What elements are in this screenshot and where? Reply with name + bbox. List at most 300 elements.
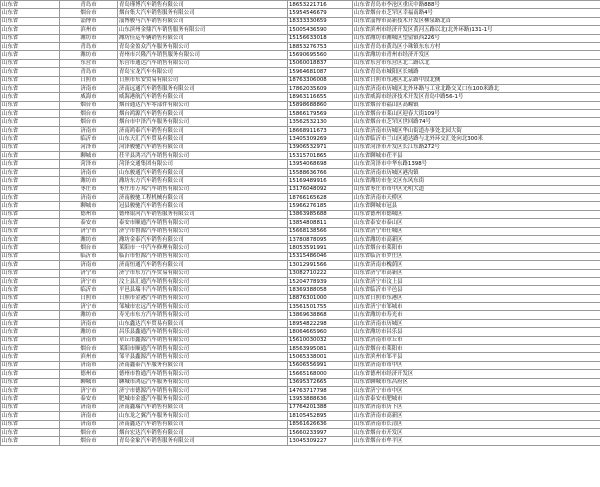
address-cell[interactable]: 山东省济南市历下区	[353, 403, 600, 411]
address-cell[interactable]: 山东省济宁市高新区	[353, 269, 600, 277]
company-name-cell[interactable]: 青岛宝龙汽车有限公司	[118, 68, 288, 76]
address-cell[interactable]: 山东省烟台市开发区	[353, 428, 600, 436]
province-cell[interactable]: 山东省	[1, 34, 60, 42]
company-name-cell[interactable]: 烟台市中泽汽车服务有限公司	[118, 118, 288, 126]
table-row[interactable]	[1, 101, 600, 109]
address-cell[interactable]: 山东省潍坊市青州市经济开发区	[353, 51, 600, 59]
address-cell[interactable]: 山东省滨州市邹平县	[353, 353, 600, 361]
city-cell[interactable]: 济南市	[60, 403, 118, 411]
address-cell[interactable]: 山东省济南市市中区	[353, 361, 600, 369]
province-cell[interactable]: 山东省	[1, 26, 60, 34]
company-name-cell[interactable]: 寿光市东方汽车销售有限公司	[118, 311, 288, 319]
company-name-cell[interactable]: 济南恒通汽车销售有限公司	[118, 261, 288, 269]
company-name-cell[interactable]: 临沂市恒源汽车销售有限公司	[118, 252, 288, 260]
city-cell[interactable]: 潍坊市	[60, 235, 118, 243]
city-cell[interactable]: 临沂市	[60, 286, 118, 294]
province-cell[interactable]: 山东省	[1, 336, 60, 344]
city-cell[interactable]: 东营市	[60, 59, 118, 67]
city-cell[interactable]: 滨州市	[60, 26, 118, 34]
company-name-cell[interactable]: 汶上县汇通汽车销售有限公司	[118, 277, 288, 285]
province-cell[interactable]: 山东省	[1, 193, 60, 201]
province-cell[interactable]: 山东省	[1, 219, 60, 227]
province-cell[interactable]: 山东省	[1, 269, 60, 277]
address-cell[interactable]: 山东省德州市经济开发区	[353, 370, 600, 378]
city-cell[interactable]: 济南市	[60, 319, 118, 327]
phone-number-cell[interactable]: 13854808811	[288, 219, 353, 227]
table-row[interactable]	[1, 311, 600, 319]
phone-number-cell[interactable]: 13562532130	[288, 118, 353, 126]
city-cell[interactable]: 滨州市	[60, 353, 118, 361]
city-cell[interactable]: 菏泽市	[60, 143, 118, 151]
phone-number-cell[interactable]: 18563995081	[288, 345, 353, 353]
city-cell[interactable]: 枣庄市	[60, 185, 118, 193]
city-cell[interactable]: 淄博市	[60, 17, 118, 25]
table-row[interactable]	[1, 395, 600, 403]
city-cell[interactable]: 烟台市	[60, 110, 118, 118]
company-name-cell[interactable]: 青岛瑾博汽车销售有限公司	[118, 1, 288, 9]
company-name-cell[interactable]: 山东天汇汽车贸易有限公司	[118, 135, 288, 143]
phone-number-cell[interactable]: 18064665960	[288, 328, 353, 336]
city-cell[interactable]: 潍坊市	[60, 51, 118, 59]
company-name-cell[interactable]: 邹城市宏远汽车销售有限公司	[118, 303, 288, 311]
company-name-cell[interactable]: 潍坊东方汽车销售有限公司	[118, 177, 288, 185]
table-row[interactable]	[1, 386, 600, 394]
phone-number-cell[interactable]: 13780878095	[288, 235, 353, 243]
table-row[interactable]	[1, 168, 600, 176]
table-row[interactable]	[1, 17, 600, 25]
table-row[interactable]	[1, 202, 600, 210]
city-cell[interactable]: 青岛市	[60, 1, 118, 9]
province-cell[interactable]: 山东省	[1, 84, 60, 92]
table-row[interactable]	[1, 143, 600, 151]
phone-number-cell[interactable]: 18561626636	[288, 420, 353, 428]
province-cell[interactable]: 山东省	[1, 303, 60, 311]
phone-number-cell[interactable]: 15954546679	[288, 9, 353, 17]
address-cell[interactable]: 山东省聊城市茌平县	[353, 152, 600, 160]
city-cell[interactable]: 青岛市	[60, 68, 118, 76]
address-cell[interactable]: 山东省泰安市肥城市	[353, 395, 600, 403]
city-cell[interactable]: 日照市	[60, 294, 118, 302]
city-cell[interactable]: 济南市	[60, 361, 118, 369]
table-row[interactable]	[1, 84, 600, 92]
table-row[interactable]	[1, 110, 600, 118]
company-name-cell[interactable]: 济宁市东方汽车贸易有限公司	[118, 269, 288, 277]
table-row[interactable]	[1, 42, 600, 50]
province-cell[interactable]: 山东省	[1, 277, 60, 285]
table-row[interactable]	[1, 9, 600, 17]
address-cell[interactable]: 山东省临沂市罗庄区	[353, 252, 600, 260]
province-cell[interactable]: 山东省	[1, 412, 60, 420]
company-name-cell[interactable]: 章丘市鑫源汽车销售有限公司	[118, 336, 288, 344]
company-name-cell[interactable]: 济南鑫达汽车销售有限公司	[118, 420, 288, 428]
city-cell[interactable]: 临沂市	[60, 135, 118, 143]
table-row[interactable]	[1, 193, 600, 201]
company-name-cell[interactable]: 昌乐县鑫通汽车销售有限公司	[118, 328, 288, 336]
city-cell[interactable]: 济南市	[60, 126, 118, 134]
company-name-cell[interactable]: 平邑县瑞丰汽车销售有限公司	[118, 286, 288, 294]
phone-number-cell[interactable]: 13176048092	[288, 185, 353, 193]
address-cell[interactable]: 山东省济南市历城区	[353, 319, 600, 327]
table-row[interactable]	[1, 135, 600, 143]
address-cell[interactable]: 山东省菏泽市中华东路1398号	[353, 160, 600, 168]
city-cell[interactable]: 德州市	[60, 210, 118, 218]
address-cell[interactable]: 山东省济南市天桥区	[353, 193, 600, 201]
table-row[interactable]	[1, 252, 600, 260]
city-cell[interactable]: 泰安市	[60, 219, 118, 227]
phone-number-cell[interactable]: 13405309269	[288, 135, 353, 143]
phone-number-cell[interactable]: 15665168000	[288, 370, 353, 378]
table-row[interactable]	[1, 303, 600, 311]
address-cell[interactable]: 山东省济南市历城区港沟镇	[353, 168, 600, 176]
address-cell[interactable]: 山东省烟台市莱山区迎春大街109号	[353, 110, 600, 118]
city-cell[interactable]: 济南市	[60, 412, 118, 420]
province-cell[interactable]: 山东省	[1, 319, 60, 327]
phone-number-cell[interactable]: 13863985688	[288, 210, 353, 218]
table-row[interactable]	[1, 1, 600, 9]
address-cell[interactable]: 山东省济南市历城区北外环路与工业北路交叉口东100米路北	[353, 84, 600, 92]
address-cell[interactable]: 山东省德州市德城区	[353, 210, 600, 218]
province-cell[interactable]: 山东省	[1, 152, 60, 160]
phone-number-cell[interactable]: 15660233997	[288, 428, 353, 436]
address-cell[interactable]: 山东省潍坊市高新区	[353, 235, 600, 243]
address-cell[interactable]: 山东省潍坊市奎文区东风东街	[353, 177, 600, 185]
phone-number-cell[interactable]: 18876301000	[288, 294, 353, 302]
phone-number-cell[interactable]: 15315701865	[288, 152, 353, 160]
province-cell[interactable]: 山东省	[1, 118, 60, 126]
phone-number-cell[interactable]: 15065338001	[288, 353, 353, 361]
address-cell[interactable]: 山东省临沂市兰山区通达路与北外环交汇处向北300米	[353, 135, 600, 143]
province-cell[interactable]: 山东省	[1, 345, 60, 353]
table-row[interactable]	[1, 126, 600, 134]
company-name-cell[interactable]: 山东龙之翼汽车服务有限公司	[118, 412, 288, 420]
province-cell[interactable]: 山东省	[1, 202, 60, 210]
province-cell[interactable]: 山东省	[1, 177, 60, 185]
table-row[interactable]	[1, 68, 600, 76]
province-cell[interactable]: 山东省	[1, 59, 60, 67]
company-name-cell[interactable]: 潍坊佳运车辆销售有限公司	[118, 34, 288, 42]
address-cell[interactable]: 山东省聊城市冠县	[353, 202, 600, 210]
address-cell[interactable]: 山东省日照市东港区北京路中段北侧	[353, 76, 600, 84]
company-name-cell[interactable]: 菏泽交通集团有限公司	[118, 160, 288, 168]
table-row[interactable]	[1, 277, 600, 285]
table-row[interactable]	[1, 286, 600, 294]
city-cell[interactable]: 聊城市	[60, 202, 118, 210]
address-cell[interactable]: 山东省淄博市高新技术开发区柳泉路北首	[353, 17, 600, 25]
company-name-cell[interactable]: 济南鑫泰汽车服务有限公司	[118, 361, 288, 369]
province-cell[interactable]: 山东省	[1, 160, 60, 168]
address-cell[interactable]: 山东省威海市经济技术开发区青岛中路56-1号	[353, 93, 600, 101]
city-cell[interactable]: 烟台市	[60, 101, 118, 109]
company-name-cell[interactable]: 青州市兴隆汽车销售服务有限公司	[118, 51, 288, 59]
phone-number-cell[interactable]: 13906532971	[288, 143, 353, 151]
address-cell[interactable]: 山东省济宁市汶上县	[353, 277, 600, 285]
city-cell[interactable]: 济南市	[60, 84, 118, 92]
phone-number-cell[interactable]: 18053591991	[288, 244, 353, 252]
table-row[interactable]	[1, 420, 600, 428]
city-cell[interactable]: 日照市	[60, 76, 118, 84]
phone-number-cell[interactable]: 18763306008	[288, 76, 353, 84]
address-cell[interactable]: 山东省日照市东港区	[353, 294, 600, 302]
address-cell[interactable]: 山东省烟台市芝罘区世回路74号	[353, 118, 600, 126]
company-name-cell[interactable]: 济南鑫瑞汽车销售有限公司	[118, 403, 288, 411]
city-cell[interactable]: 济南市	[60, 168, 118, 176]
city-cell[interactable]: 潍坊市	[60, 177, 118, 185]
address-cell[interactable]: 山东省潍坊市寿光市	[353, 311, 600, 319]
province-cell[interactable]: 山东省	[1, 9, 60, 17]
table-row[interactable]	[1, 34, 600, 42]
city-cell[interactable]: 烟台市	[60, 118, 118, 126]
phone-number-cell[interactable]: 13012991566	[288, 261, 353, 269]
phone-number-cell[interactable]: 13954068698	[288, 160, 353, 168]
company-name-cell[interactable]: 日照市金港汽车销售有限公司	[118, 294, 288, 302]
phone-number-cell[interactable]: 18668911673	[288, 126, 353, 134]
city-cell[interactable]: 聊城市	[60, 378, 118, 386]
phone-number-cell[interactable]: 13695372665	[288, 378, 353, 386]
company-name-cell[interactable]: 青岛金象汽车销售服务有限公司	[118, 437, 288, 445]
province-cell[interactable]: 山东省	[1, 1, 60, 9]
company-name-cell[interactable]: 济南鸿泰汽车销售有限公司	[118, 126, 288, 134]
province-cell[interactable]: 山东省	[1, 235, 60, 243]
province-cell[interactable]: 山东省	[1, 244, 60, 252]
company-name-cell[interactable]: 泰安市顺通汽车销售有限公司	[118, 219, 288, 227]
address-cell[interactable]: 山东省青岛市黄岛区小珠镇东东方村	[353, 42, 600, 50]
table-row[interactable]	[1, 328, 600, 336]
city-cell[interactable]: 济宁市	[60, 227, 118, 235]
phone-number-cell[interactable]: 15156633018	[288, 34, 353, 42]
table-row[interactable]	[1, 235, 600, 243]
address-cell[interactable]: 山东省济南市高新区	[353, 412, 600, 420]
table-row[interactable]	[1, 152, 600, 160]
table-row[interactable]	[1, 412, 600, 420]
table-row[interactable]	[1, 319, 600, 327]
table-row[interactable]	[1, 227, 600, 235]
table-row[interactable]	[1, 403, 600, 411]
phone-number-cell[interactable]: 13869638868	[288, 311, 353, 319]
province-cell[interactable]: 山东省	[1, 437, 60, 445]
company-name-cell[interactable]: 邹平县鑫源汽车销售有限公司	[118, 353, 288, 361]
phone-number-cell[interactable]: 15588636766	[288, 168, 353, 176]
company-name-cell[interactable]: 莱阳市顺通汽车销售有限公司	[118, 345, 288, 353]
phone-number-cell[interactable]: 15668138566	[288, 227, 353, 235]
address-cell[interactable]: 山东省烟台市芝罘区幸福南路4号	[353, 9, 600, 17]
city-cell[interactable]: 烟台市	[60, 345, 118, 353]
table-row[interactable]	[1, 428, 600, 436]
city-cell[interactable]: 威海市	[60, 93, 118, 101]
phone-number-cell[interactable]: 18954822298	[288, 319, 353, 327]
phone-number-cell[interactable]: 15610030032	[288, 336, 353, 344]
phone-number-cell[interactable]: 17764201388	[288, 403, 353, 411]
company-name-cell[interactable]: 济宁市德源汽车销售有限公司	[118, 386, 288, 394]
table-row[interactable]	[1, 118, 600, 126]
phone-number-cell[interactable]: 18333330659	[288, 17, 353, 25]
province-cell[interactable]: 山东省	[1, 93, 60, 101]
company-name-cell[interactable]: 德州市鲁通汽车销售有限公司	[118, 370, 288, 378]
city-cell[interactable]: 烟台市	[60, 428, 118, 436]
province-cell[interactable]: 山东省	[1, 168, 60, 176]
province-cell[interactable]: 山东省	[1, 68, 60, 76]
table-row[interactable]	[1, 294, 600, 302]
table-row[interactable]	[1, 26, 600, 34]
city-cell[interactable]: 潍坊市	[60, 311, 118, 319]
address-cell[interactable]: 山东省烟台市莱阳市	[353, 345, 600, 353]
address-cell[interactable]: 山东省泰安市泰山区	[353, 219, 600, 227]
city-cell[interactable]: 聊城市	[60, 152, 118, 160]
address-cell[interactable]: 山东省临沂市平邑县	[353, 286, 600, 294]
phone-number-cell[interactable]: 15966276185	[288, 202, 353, 210]
city-cell[interactable]: 烟台市	[60, 9, 118, 17]
city-cell[interactable]: 济宁市	[60, 269, 118, 277]
province-cell[interactable]: 山东省	[1, 328, 60, 336]
province-cell[interactable]: 山东省	[1, 286, 60, 294]
table-row[interactable]	[1, 219, 600, 227]
phone-number-cell[interactable]: 15204778939	[288, 277, 353, 285]
phone-number-cell[interactable]: 15964681087	[288, 68, 353, 76]
address-cell[interactable]: 山东省济南市槐荫区	[353, 261, 600, 269]
phone-number-cell[interactable]: 15866179569	[288, 110, 353, 118]
company-name-cell[interactable]: 冠县骏驰汽车销售有限公司	[118, 202, 288, 210]
city-cell[interactable]: 潍坊市	[60, 34, 118, 42]
city-cell[interactable]: 济宁市	[60, 303, 118, 311]
phone-number-cell[interactable]: 18963116655	[288, 93, 353, 101]
address-cell[interactable]: 山东省烟台市莱阳市	[353, 244, 600, 252]
province-cell[interactable]: 山东省	[1, 252, 60, 260]
province-cell[interactable]: 山东省	[1, 361, 60, 369]
province-cell[interactable]: 山东省	[1, 135, 60, 143]
city-cell[interactable]: 烟台市	[60, 437, 118, 445]
phone-number-cell[interactable]: 15690695560	[288, 51, 353, 59]
province-cell[interactable]: 山东省	[1, 101, 60, 109]
table-row[interactable]	[1, 361, 600, 369]
province-cell[interactable]: 山东省	[1, 386, 60, 394]
table-row[interactable]	[1, 370, 600, 378]
company-name-cell[interactable]: 青岛金盈众汽车服务有限公司	[118, 42, 288, 50]
phone-number-cell[interactable]: 15315486046	[288, 252, 353, 260]
city-cell[interactable]: 菏泽市	[60, 160, 118, 168]
table-row[interactable]	[1, 345, 600, 353]
province-cell[interactable]: 山东省	[1, 420, 60, 428]
phone-number-cell[interactable]: 15005436590	[288, 26, 353, 34]
city-cell[interactable]: 临沂市	[60, 252, 118, 260]
phone-number-cell[interactable]: 15606556991	[288, 361, 353, 369]
phone-number-cell[interactable]: 17862035609	[288, 84, 353, 92]
province-cell[interactable]: 山东省	[1, 370, 60, 378]
phone-number-cell[interactable]: 15898688860	[288, 101, 353, 109]
company-name-cell[interactable]: 济南骏驰工程机械有限公司	[118, 193, 288, 201]
phone-number-cell[interactable]: 13561501755	[288, 303, 353, 311]
address-cell[interactable]: 山东省济宁市邹城市	[353, 303, 600, 311]
address-cell[interactable]: 山东省潍坊市昌乐县	[353, 328, 600, 336]
address-cell[interactable]: 山东省青岛市城阳区长城路	[353, 68, 600, 76]
city-cell[interactable]: 济南市	[60, 261, 118, 269]
city-cell[interactable]: 潍坊市	[60, 328, 118, 336]
province-cell[interactable]: 山东省	[1, 311, 60, 319]
address-cell[interactable]: 山东省青岛市李沧区重庆中路888号	[353, 1, 600, 9]
address-cell[interactable]: 山东省烟台市福山区高疃镇	[353, 101, 600, 109]
phone-number-cell[interactable]: 15060018837	[288, 59, 353, 67]
table-row[interactable]	[1, 59, 600, 67]
table-row[interactable]	[1, 210, 600, 218]
province-cell[interactable]: 山东省	[1, 294, 60, 302]
address-cell[interactable]: 山东省潍坊市潍城区望留镇西226号	[353, 34, 600, 42]
province-cell[interactable]: 山东省	[1, 110, 60, 118]
province-cell[interactable]: 山东省	[1, 261, 60, 269]
company-name-cell[interactable]: 潍坊金泰汽车销售有限公司	[118, 235, 288, 243]
province-cell[interactable]: 山东省	[1, 227, 60, 235]
company-name-cell[interactable]: 烟台宏达汽车销售有限公司	[118, 428, 288, 436]
table-row[interactable]	[1, 177, 600, 185]
company-name-cell[interactable]: 茌平县鸿兴汽车销售有限公司	[118, 152, 288, 160]
company-name-cell[interactable]: 日照市东安贸易有限公司	[118, 76, 288, 84]
company-name-cell[interactable]: 枣庄市万邦汽车销售有限公司	[118, 185, 288, 193]
table-row[interactable]	[1, 93, 600, 101]
address-cell[interactable]: 山东省聊城市东昌府区	[353, 378, 600, 386]
company-name-cell[interactable]: 山东滨州金鼎汽车销售服务有限公司	[118, 26, 288, 34]
phone-number-cell[interactable]: 13953888636	[288, 395, 353, 403]
province-cell[interactable]: 山东省	[1, 353, 60, 361]
company-name-cell[interactable]: 淄博骏马汽车销售有限公司	[118, 17, 288, 25]
phone-number-cell[interactable]: 18766165628	[288, 193, 353, 201]
phone-number-cell[interactable]: 18853276753	[288, 42, 353, 50]
province-cell[interactable]: 山东省	[1, 395, 60, 403]
company-name-cell[interactable]: 德州银河汽车销售服务有限公司	[118, 210, 288, 218]
address-cell[interactable]: 山东省济南市章丘市	[353, 336, 600, 344]
company-name-cell[interactable]: 肥城市金盛汽车服务有限公司	[118, 395, 288, 403]
address-cell[interactable]: 山东省东营市东营区北二路以北	[353, 59, 600, 67]
city-cell[interactable]: 济宁市	[60, 386, 118, 394]
address-cell[interactable]: 山东省烟台市牟平区	[353, 437, 600, 445]
city-cell[interactable]: 泰安市	[60, 395, 118, 403]
address-cell[interactable]: 山东省济宁市任城区	[353, 227, 600, 235]
table-row[interactable]	[1, 76, 600, 84]
table-row[interactable]	[1, 269, 600, 277]
table-row[interactable]	[1, 51, 600, 59]
address-cell[interactable]: 山东省济南市长清区	[353, 420, 600, 428]
city-cell[interactable]: 青岛市	[60, 42, 118, 50]
company-name-cell[interactable]: 烟台集大汽车销售服务有限公司	[118, 9, 288, 17]
province-cell[interactable]: 山东省	[1, 42, 60, 50]
table-row[interactable]	[1, 261, 600, 269]
province-cell[interactable]: 山东省	[1, 76, 60, 84]
company-name-cell[interactable]: 莱阳市一中汽车修理有限公司	[118, 244, 288, 252]
table-row[interactable]	[1, 160, 600, 168]
phone-number-cell[interactable]: 18653221716	[288, 1, 353, 9]
company-name-cell[interactable]: 烟台通达汽车零部件有限公司	[118, 101, 288, 109]
address-cell[interactable]: 山东省济南市历城区华山街道办事处北园大街	[353, 126, 600, 134]
phone-number-cell[interactable]: 18369388058	[288, 286, 353, 294]
company-name-cell[interactable]: 山东骏通汽车销售有限公司	[118, 168, 288, 176]
table-row[interactable]	[1, 378, 600, 386]
province-cell[interactable]: 山东省	[1, 126, 60, 134]
city-cell[interactable]: 德州市	[60, 370, 118, 378]
province-cell[interactable]: 山东省	[1, 378, 60, 386]
company-name-cell[interactable]: 济宁市鲁源汽车销售有限公司	[118, 227, 288, 235]
address-cell[interactable]: 山东省枣庄市市中区光明大道	[353, 185, 600, 193]
city-cell[interactable]: 济南市	[60, 193, 118, 201]
province-cell[interactable]: 山东省	[1, 51, 60, 59]
address-cell[interactable]: 山东省济宁市市中区	[353, 386, 600, 394]
city-cell[interactable]: 济南市	[60, 336, 118, 344]
province-cell[interactable]: 山东省	[1, 428, 60, 436]
province-cell[interactable]: 山东省	[1, 210, 60, 218]
city-cell[interactable]: 烟台市	[60, 244, 118, 252]
company-name-cell[interactable]: 山东鑫达汽车贸易有限公司	[118, 319, 288, 327]
company-name-cell[interactable]: 威海港航汽车销售有限公司	[118, 93, 288, 101]
table-row[interactable]	[1, 437, 600, 445]
phone-number-cell[interactable]: 18105452895	[288, 412, 353, 420]
city-cell[interactable]: 济南市	[60, 420, 118, 428]
table-row[interactable]	[1, 185, 600, 193]
table-row[interactable]	[1, 336, 600, 344]
